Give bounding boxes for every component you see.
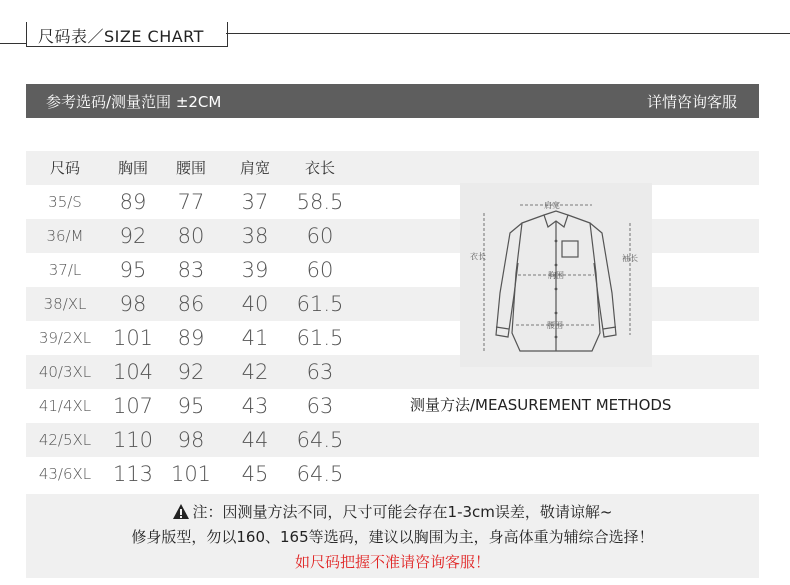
length-cell: 64.5	[296, 462, 344, 486]
header-rule-right	[226, 33, 790, 34]
size-cell: 37/L	[48, 261, 82, 279]
contact-advice-text: 如尺码把握不准请咨询客服！	[294, 553, 490, 571]
length-cell: 60	[306, 224, 334, 248]
length-cell: 58.5	[296, 190, 344, 214]
shoulder-label: 肩宽	[544, 201, 560, 210]
length-cell: 61.5	[296, 326, 344, 350]
chest-cell: 110	[112, 428, 154, 452]
shoulder-cell: 40	[241, 292, 269, 316]
waist-cell: 101	[170, 462, 212, 486]
shirt-illustration	[460, 183, 652, 367]
length-cell: 60	[306, 258, 334, 282]
shoulder-cell: 41	[241, 326, 269, 350]
chest-cell: 104	[112, 360, 154, 384]
column-header-waist: 腰围	[175, 159, 206, 177]
column-header-chest: 胸围	[117, 159, 148, 177]
measure-range-text: 参考选码/测量范围 ±2CM	[46, 93, 222, 111]
waist-label: 腰围	[547, 321, 563, 330]
size-cell: 43/6XL	[38, 465, 92, 483]
shirt-left-sleeve	[496, 223, 522, 337]
warning-icon	[173, 504, 189, 519]
size-cell: 39/2XL	[38, 329, 92, 347]
shirt-pocket	[562, 241, 578, 257]
shoulder-cell: 37	[241, 190, 269, 214]
contact-service-text: 详情咨询客服	[646, 93, 737, 111]
size-cell: 35/S	[48, 193, 82, 211]
size-cell: 42/5XL	[38, 431, 92, 449]
table-header-row	[26, 151, 759, 185]
chest-cell: 107	[112, 394, 154, 418]
chest-cell: 98	[119, 292, 147, 316]
size-cell: 41/4XL	[38, 397, 92, 415]
waist-cell: 86	[177, 292, 205, 316]
column-header-length: 衣长	[304, 159, 335, 177]
length-cell: 64.5	[296, 428, 344, 452]
column-header-shoulder: 肩宽	[239, 159, 270, 177]
notice-error-text: 注：因测量方法不同，尺寸可能会存在1-3cm误差，敬请谅解~	[192, 503, 613, 521]
waist-cell: 98	[177, 428, 205, 452]
length-label: 衣长	[470, 252, 486, 261]
waist-cell: 95	[177, 394, 205, 418]
length-cell: 63	[306, 360, 334, 384]
shoulder-cell: 38	[241, 224, 269, 248]
waist-cell: 77	[177, 190, 205, 214]
shoulder-cell: 43	[241, 394, 269, 418]
waist-cell: 83	[177, 258, 205, 282]
shoulder-cell: 42	[241, 360, 269, 384]
shoulder-cell: 39	[241, 258, 269, 282]
info-bar	[26, 84, 759, 118]
shoulder-cell: 44	[241, 428, 269, 452]
chest-label: 胸围	[548, 271, 564, 280]
waist-cell: 80	[177, 224, 205, 248]
measurement-diagram	[460, 183, 652, 367]
notice-box	[26, 494, 759, 578]
shoulder-cell: 45	[241, 462, 269, 486]
table-row	[26, 457, 759, 491]
sleeve-label: 袖长	[622, 254, 638, 263]
measurement-methods-caption: 测量方法/MEASUREMENT METHODS	[410, 396, 672, 414]
chest-cell: 89	[119, 190, 147, 214]
waist-cell: 92	[177, 360, 205, 384]
length-cell: 61.5	[296, 292, 344, 316]
shirt-right-sleeve	[590, 223, 616, 337]
size-cell: 38/XL	[43, 295, 87, 313]
chest-cell: 113	[112, 462, 154, 486]
fit-advice-text: 修身版型，勿以160、165等选码，建议以胸围为主，身高体重为辅综合选择！	[131, 528, 654, 546]
chest-cell: 95	[119, 258, 147, 282]
waist-cell: 89	[177, 326, 205, 350]
column-header-size: 尺码	[49, 159, 80, 177]
page-title: 尺码表／SIZE CHART	[38, 27, 204, 46]
table-row	[26, 423, 759, 457]
length-cell: 63	[306, 394, 334, 418]
size-cell: 36/M	[46, 227, 84, 245]
header-rule-left	[0, 43, 26, 44]
chest-cell: 92	[119, 224, 147, 248]
chest-cell: 101	[112, 326, 154, 350]
notice-line	[26, 501, 759, 522]
size-cell: 40/3XL	[38, 363, 92, 381]
